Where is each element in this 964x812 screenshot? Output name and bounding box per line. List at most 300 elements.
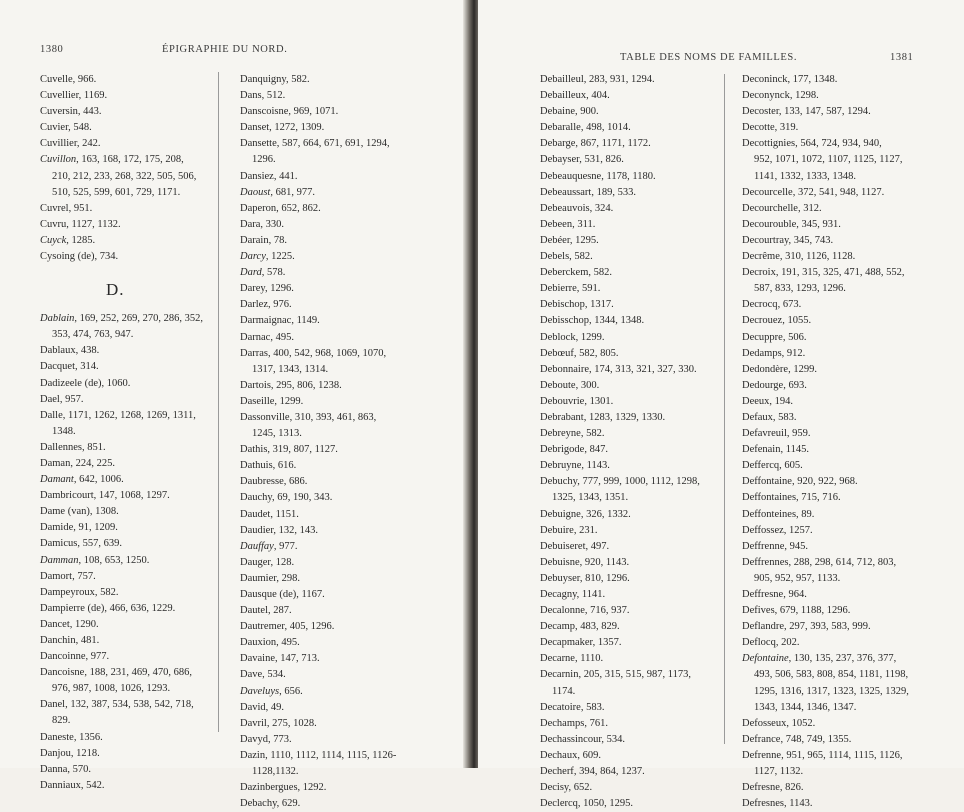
index-entry: Defresnes, 1143.: [742, 798, 813, 810]
family-name: Danquigny: [240, 74, 286, 85]
index-column: [742, 72, 909, 812]
index-entry: Dans, 512.: [240, 90, 286, 102]
index-entry: Cuvellier, 1169.: [40, 90, 108, 102]
family-name: Decoster: [742, 106, 779, 118]
page-refs: 605.: [784, 460, 803, 472]
index-entry: Defresne, 826.: [742, 782, 804, 794]
index-entry: Daperon, 652, 862.: [240, 202, 321, 214]
family-name: Darmaignac: [240, 315, 292, 327]
index-entry: Debruyne, 1143.: [540, 460, 610, 472]
family-name: Decourcelle: [742, 186, 793, 198]
family-name: Dedamps: [742, 347, 782, 359]
family-name: Decalonne: [540, 605, 585, 617]
page-refs: 1285.: [71, 234, 96, 246]
page-refs: 1145.: [785, 444, 809, 456]
family-name: Darnac: [240, 331, 271, 343]
index-entry: Dautremer, 405, 1296.: [240, 621, 335, 633]
page-refs: 652.: [573, 782, 593, 794]
family-name: Darey: [240, 283, 265, 295]
index-entry: Dave, 534.: [240, 669, 286, 681]
page-refs: 49.: [270, 701, 285, 713]
index-entry: Dansette, 587, 664, 671, 691, 1294,: [240, 138, 390, 150]
family-name: Damort: [40, 570, 73, 582]
family-name: Debailleul: [540, 74, 584, 85]
page-refs: 1357.: [597, 637, 622, 649]
family-name: Defontaine: [742, 653, 789, 665]
family-name: Debeaussart: [540, 186, 592, 198]
family-name: Dansette: [240, 138, 277, 150]
page-refs: 757.: [77, 570, 96, 582]
index-entry: Dechaux, 609.: [540, 749, 601, 761]
page-refs: 231.: [579, 524, 598, 536]
family-name: Dathuis: [240, 460, 273, 472]
family-name: Dans: [240, 90, 262, 102]
family-name: Decapmaker: [540, 637, 593, 649]
page-refs: 163, 168, 172, 175, 208,: [81, 154, 184, 166]
left-page: [0, 0, 470, 810]
index-entry: Daubresse, 686.: [240, 476, 308, 488]
page-refs: 761.: [589, 717, 608, 729]
family-name: Dauxion: [240, 637, 277, 649]
index-entry: Daseille, 1299.: [240, 395, 304, 407]
page-refs: 1299.: [793, 363, 817, 375]
page-refs: 959.: [792, 428, 811, 440]
family-name: Deffontaines: [742, 492, 797, 504]
family-name: Damant: [40, 474, 74, 486]
index-entry: Deffrennes, 288, 298, 614, 712, 803,: [742, 556, 897, 568]
family-name: Cysoing (de): [40, 251, 95, 263]
family-name: Debuire: [540, 524, 574, 536]
index-entry: Danniaux, 542.: [40, 779, 105, 791]
index-entry: Dadizeele (de), 1060.: [40, 377, 131, 389]
family-name: Darain: [240, 234, 269, 246]
index-entry: Deffonteines, 89.: [742, 508, 815, 520]
index-entry: Decatoire, 583.: [540, 701, 605, 713]
family-name: Debachy: [240, 798, 277, 810]
page-refs: 642, 1006.: [79, 474, 124, 486]
index-entry: Defavreuil, 959.: [742, 428, 811, 440]
index-entry: Darras, 400, 542, 968, 1069, 1070,: [240, 347, 387, 359]
page-refs: 570.: [72, 763, 92, 775]
index-entry: Cuvru, 1127, 1132.: [40, 218, 121, 230]
family-name: Cuyck: [40, 234, 67, 246]
page-refs-continued: 1245, 1313.: [252, 428, 302, 440]
page-refs: 224, 225.: [75, 457, 115, 469]
family-name: Defavreuil: [742, 428, 787, 440]
family-name: Dautremer: [240, 621, 285, 633]
index-entry: Davril, 275, 1028.: [240, 717, 317, 729]
index-entry: Danna, 570.: [40, 763, 92, 775]
family-name: Decarne: [540, 653, 575, 665]
family-name: Danel: [40, 699, 66, 711]
index-entry: Decourouble, 345, 931.: [742, 218, 841, 230]
index-entry: Deberckem, 582.: [540, 267, 613, 279]
page-refs: 147, 1068, 1297.: [98, 490, 170, 502]
page-refs: 495.: [281, 637, 300, 649]
page-refs: 534.: [267, 669, 286, 681]
page-refs: 582.: [593, 267, 613, 279]
page-refs: 734.: [99, 251, 119, 263]
family-name: Dacquet: [40, 361, 75, 373]
page-refs: 951, 965, 1114, 1115, 1126,: [786, 749, 903, 761]
page-refs: 147, 713.: [280, 653, 320, 665]
page-refs: 1149.: [296, 315, 320, 327]
page-refs: 564, 724, 934, 940,: [800, 138, 882, 150]
index-entry: Debeauquesne, 1178, 1180.: [540, 170, 656, 182]
index-entry: Decourtray, 345, 743.: [742, 234, 834, 246]
page-refs-continued: 510, 525, 599, 601, 729, 1171.: [52, 186, 181, 198]
index-entry: Debouvrie, 1301.: [540, 395, 614, 407]
index-entry: Cuvier, 548.: [40, 122, 92, 134]
running-head: ÉPIGRAPHIE DU NORD.: [162, 44, 288, 55]
index-entry: Dedondère, 1299.: [742, 363, 817, 375]
index-entry: Dedourge, 693.: [742, 379, 807, 391]
page-refs: 951.: [73, 202, 93, 214]
index-entry: Damant, 642, 1006.: [40, 474, 124, 486]
index-entry: Defosseux, 1052.: [742, 717, 816, 729]
index-entry: Dampierre (de), 466, 636, 1229.: [40, 602, 176, 614]
page-refs: 1167.: [301, 589, 325, 600]
index-entry: Defontaine, 130, 135, 237, 376, 377,: [742, 653, 897, 665]
page-refs: 826.: [785, 782, 804, 794]
family-name: Dancoinne: [40, 651, 86, 663]
index-entry: Darnac, 495.: [240, 331, 294, 343]
family-name: Dauger: [240, 556, 271, 568]
page-refs-continued: 952, 1071, 1072, 1107, 1125, 1127,: [754, 154, 903, 166]
index-entry: Debuigne, 326, 1332.: [540, 508, 631, 520]
page-refs: 311.: [577, 218, 596, 230]
family-name: Decrouez: [742, 315, 783, 327]
family-name: Dautel: [240, 605, 268, 617]
index-entry: Decarnin, 205, 315, 515, 987, 1173,: [540, 669, 691, 681]
page-refs: 108, 653, 1250.: [83, 554, 150, 566]
index-entry: Decottignies, 564, 724, 934, 940,: [742, 138, 882, 150]
index-entry: Debeen, 311.: [540, 218, 596, 230]
family-name: Deberckem: [540, 267, 589, 279]
family-name: Decroix: [742, 267, 776, 279]
family-name: Debuchy: [540, 476, 578, 488]
page-refs-continued: 493, 506, 583, 808, 854, 1181, 1198,: [754, 669, 909, 681]
page-refs-continued: 1343, 1344, 1346, 1347.: [754, 701, 857, 713]
family-name: Damide: [40, 522, 74, 534]
index-entry: Cuversin, 443.: [40, 106, 102, 118]
family-name: Darras: [240, 347, 268, 359]
family-name: Dechaux: [540, 749, 578, 761]
page-refs: 583.: [778, 411, 797, 423]
page-refs: 89.: [801, 508, 815, 520]
page-refs-continued: 829.: [52, 715, 71, 727]
index-entry: Daoust, 681, 977.: [240, 186, 315, 198]
family-name: Daoust: [240, 186, 271, 198]
family-name: Deffontaine: [742, 476, 792, 488]
page-refs: 1218.: [76, 747, 100, 759]
family-name: Danscoisne: [240, 106, 289, 118]
family-name: Defresne: [742, 782, 780, 794]
family-name: Deboute: [540, 379, 576, 391]
index-entry: Decourchelle, 312.: [742, 202, 822, 214]
family-name: Cuvru: [40, 218, 67, 230]
family-name: Deffrennes: [742, 556, 789, 568]
index-entry: Dard, 578.: [240, 267, 286, 279]
index-entry: Dacquet, 314.: [40, 361, 99, 373]
page-refs: 1127, 1132.: [71, 218, 121, 230]
family-name: Daubresse: [240, 476, 284, 488]
family-name: Decourouble: [742, 218, 797, 230]
family-name: Debreyne: [540, 428, 581, 440]
family-name: Dartois: [240, 379, 271, 391]
family-name: Decarnin: [540, 669, 579, 681]
family-name: Deeux: [742, 395, 770, 407]
index-entry: Declercq, 1050, 1295.: [540, 798, 634, 810]
family-name: Debrigode: [540, 444, 585, 456]
family-name: Debouvrie: [540, 395, 585, 407]
page-refs: 372, 541, 948, 1127.: [797, 186, 885, 198]
page-refs: 1283, 1329, 1330.: [588, 411, 666, 423]
page-refs-continued: 1317, 1343, 1314.: [252, 363, 329, 375]
index-entry: Decrouez, 1055.: [742, 315, 812, 327]
index-entry: Dame (van), 1308.: [40, 506, 119, 518]
index-entry: Defaux, 583.: [742, 411, 797, 423]
page-refs: 1272, 1309.: [274, 122, 325, 134]
page-refs: 69, 190, 343.: [277, 492, 333, 504]
family-name: Declercq: [540, 798, 578, 810]
family-name: Decrême: [742, 251, 780, 263]
family-name: Deffrenne: [742, 540, 785, 552]
page-refs: 847.: [589, 444, 608, 456]
family-name: Daveluys: [240, 685, 280, 697]
family-name: Dancoisne: [40, 667, 85, 679]
page-refs: 128.: [275, 556, 295, 568]
index-entry: Deffrenne, 945.: [742, 540, 808, 552]
index-entry: Dancet, 1290.: [40, 618, 99, 630]
page-refs-continued: 1174.: [552, 685, 576, 697]
family-name: Defrance: [742, 733, 781, 745]
index-entry: Dampeyroux, 582.: [40, 586, 119, 598]
index-entry: Daudet, 1151.: [240, 508, 299, 520]
index-entry: Debeaussart, 189, 533.: [540, 186, 636, 198]
page-refs: 1178, 1180.: [606, 170, 656, 182]
page-refs: 298.: [281, 572, 300, 584]
index-entry: David, 49.: [240, 701, 285, 713]
page-refs: 582, 805.: [579, 347, 619, 359]
index-entry: Daneste, 1356.: [40, 731, 103, 743]
index-entry: Dalle, 1171, 1262, 1268, 1269, 1311,: [40, 409, 196, 421]
index-entry: Debischop, 1317.: [540, 299, 614, 311]
column-rule: [724, 74, 725, 744]
page-refs: 345, 931.: [801, 218, 841, 230]
index-entry: Decarne, 1110.: [540, 653, 604, 665]
family-name: Dablaux: [40, 345, 76, 357]
index-entry: Decherf, 394, 864, 1237.: [540, 766, 645, 778]
page-refs: 466, 636, 1229.: [109, 602, 176, 614]
family-name: Cuvillon: [40, 154, 77, 166]
index-entry: Deffercq, 605.: [742, 460, 803, 472]
page-refs: 629.: [281, 798, 301, 810]
family-name: Daneste: [40, 731, 74, 743]
family-name: Darcy: [240, 251, 266, 263]
index-entry: Debreyne, 582.: [540, 428, 605, 440]
index-entry: Dael, 957.: [40, 393, 84, 405]
family-name: Davyd: [240, 733, 268, 745]
page-refs-continued: 587, 833, 1293, 1296.: [754, 283, 846, 295]
page-refs: 326, 1332.: [586, 508, 631, 520]
page-refs: 976.: [273, 299, 292, 311]
index-entry: Darmaignac, 1149.: [240, 315, 320, 327]
index-entry: Deconynck, 1298.: [742, 90, 819, 102]
index-entry: Debonnaire, 174, 313, 321, 327, 330.: [540, 363, 697, 375]
page-refs: 920, 1143.: [584, 556, 630, 568]
page-refs: 1052.: [791, 717, 816, 729]
index-entry: Danjou, 1218.: [40, 747, 100, 759]
family-name: Dampeyroux: [40, 586, 95, 598]
page-refs: 1299.: [580, 331, 605, 343]
family-name: Decrocq: [742, 299, 778, 311]
family-name: Defives: [742, 605, 775, 617]
family-name: Deconynck: [742, 90, 790, 102]
family-name: Dablain: [40, 313, 75, 325]
family-name: Davril: [240, 717, 267, 729]
index-column: [540, 72, 700, 812]
family-name: Dara: [240, 218, 261, 230]
index-column: [40, 72, 203, 794]
page-refs: 583.: [586, 701, 605, 713]
family-name: Cuvelle: [40, 74, 73, 85]
index-entry: Deffresne, 964.: [742, 589, 807, 600]
page-refs: 189, 533.: [596, 186, 636, 198]
page-refs: 1295.: [575, 234, 599, 246]
family-name: Darlez: [240, 299, 268, 311]
index-entry: Deconinck, 177, 1348.: [742, 74, 838, 85]
family-name: Debuigne: [540, 508, 581, 520]
page-refs: 693.: [788, 379, 807, 391]
index-entry: Defrenne, 951, 965, 1114, 1115, 1126,: [742, 749, 903, 761]
page-refs-continued: 1127, 1132.: [754, 766, 804, 778]
page-refs: 900.: [580, 106, 599, 118]
page-refs: 310, 1126, 1128.: [785, 251, 856, 263]
index-entry: Dansiez, 441.: [240, 170, 298, 182]
family-name: Defrenne: [742, 749, 782, 761]
index-entry: Defenain, 1145.: [742, 444, 809, 456]
page-refs: 400, 542, 968, 1069, 1070,: [273, 347, 387, 359]
family-name: Daudet: [240, 508, 271, 520]
page-refs: 288, 298, 614, 712, 803,: [793, 556, 897, 568]
family-name: Debisschop: [540, 315, 589, 327]
page-refs: 716, 937.: [590, 605, 630, 617]
family-name: Cuvrel: [40, 202, 69, 214]
page-refs: 957.: [65, 393, 84, 405]
page-refs-continued: 210, 212, 233, 268, 322, 505, 506,: [52, 170, 197, 182]
index-entry: Deffontaines, 715, 716.: [742, 492, 841, 504]
index-entry: Dancoisne, 188, 231, 469, 470, 686,: [40, 667, 192, 679]
page-refs: 202.: [781, 637, 800, 649]
page-refs: 582.: [100, 586, 119, 598]
family-name: Daseille: [240, 395, 275, 407]
page-refs: 1356.: [79, 731, 103, 743]
index-entry: Deblock, 1299.: [540, 331, 605, 343]
page-refs: 174, 313, 321, 327, 330.: [594, 363, 697, 375]
page-refs: 287.: [273, 605, 292, 617]
page-refs: 582.: [586, 428, 605, 440]
index-entry: Danel, 132, 387, 534, 538, 542, 718,: [40, 699, 194, 711]
page-refs: 1299.: [279, 395, 304, 407]
page-refs: 1141.: [581, 589, 606, 600]
index-entry: Decrocq, 673.: [742, 299, 802, 311]
family-name: Damicus: [40, 538, 78, 550]
family-name: Debonnaire: [540, 363, 589, 375]
page-refs: 591.: [581, 283, 601, 295]
family-name: Debierre: [540, 283, 577, 295]
page-refs: 773.: [273, 733, 292, 745]
page-refs: 169, 252, 269, 270, 286, 352,: [79, 313, 204, 325]
family-name: Decourtray: [742, 234, 789, 246]
index-entry: Decoster, 133, 147, 587, 1294.: [742, 106, 871, 118]
page-refs: 275, 1028.: [272, 717, 317, 729]
index-entry: Damide, 91, 1209.: [40, 522, 118, 534]
page-refs: 1151.: [275, 508, 299, 520]
family-name: Decourchelle: [742, 202, 798, 214]
family-name: Dassonville: [240, 411, 290, 423]
index-entry: Cuvrel, 951.: [40, 202, 93, 214]
page-refs: 300.: [580, 379, 600, 391]
page-refs: 1143.: [586, 460, 610, 472]
family-name: Dazin: [240, 749, 266, 761]
family-name: Defaux: [742, 411, 773, 423]
index-entry: Decalonne, 716, 937.: [540, 605, 630, 617]
index-entry: Danquigny, 582.: [240, 74, 310, 85]
page-refs: 1292.: [302, 782, 327, 794]
index-entry: Cuvillier, 242.: [40, 138, 101, 150]
page-refs: 1050, 1295.: [583, 798, 634, 810]
page-refs: 130, 135, 237, 376, 377,: [793, 653, 897, 665]
index-entry: Darlez, 976.: [240, 299, 292, 311]
page-refs: 1110, 1112, 1114, 1115, 1126-: [270, 749, 397, 761]
page-refs: 1143.: [789, 798, 813, 810]
page-refs-continued: 976, 987, 1008, 1026, 1293.: [52, 683, 171, 695]
page-refs: 205, 315, 515, 987, 1173,: [583, 669, 691, 681]
page-refs: 1308.: [95, 506, 119, 518]
family-name: Dave: [240, 669, 263, 681]
page-refs: 1110.: [580, 653, 604, 665]
page-refs: 1290.: [74, 618, 99, 630]
page-refs: 777, 999, 1000, 1112, 1298,: [582, 476, 700, 488]
index-entry: Debuchy, 777, 999, 1000, 1112, 1298,: [540, 476, 700, 488]
family-name: Dechamps: [540, 717, 585, 729]
family-name: Dancet: [40, 618, 70, 630]
page-refs: 534.: [606, 733, 626, 745]
page-number: 1381: [890, 52, 914, 63]
page-refs: 912.: [786, 347, 806, 359]
family-name: Dard: [240, 267, 262, 279]
index-entry: Davaine, 147, 713.: [240, 653, 320, 665]
index-entry: Dassonville, 310, 393, 461, 863,: [240, 411, 377, 423]
index-entry: Dauchy, 69, 190, 343.: [240, 492, 333, 504]
page-refs: 404.: [591, 90, 610, 102]
index-entry: Debeauvois, 324.: [540, 202, 614, 214]
family-name: Debayser: [540, 154, 580, 166]
family-name: Debailleux: [540, 90, 587, 102]
page-refs: 652, 862.: [281, 202, 321, 214]
index-entry: Dazinbergues, 1292.: [240, 782, 327, 794]
family-name: Debéer: [540, 234, 570, 246]
family-name: Danjou: [40, 747, 71, 759]
index-entry: Debisschop, 1344, 1348.: [540, 315, 645, 327]
family-name: Debaine: [540, 106, 575, 118]
page-refs: 681, 977.: [275, 186, 315, 198]
index-entry: Dambricourt, 147, 1068, 1297.: [40, 490, 170, 502]
page-refs: 578.: [267, 267, 286, 279]
page-refs: 177, 1348.: [792, 74, 838, 85]
family-name: Cuvellier: [40, 90, 79, 102]
